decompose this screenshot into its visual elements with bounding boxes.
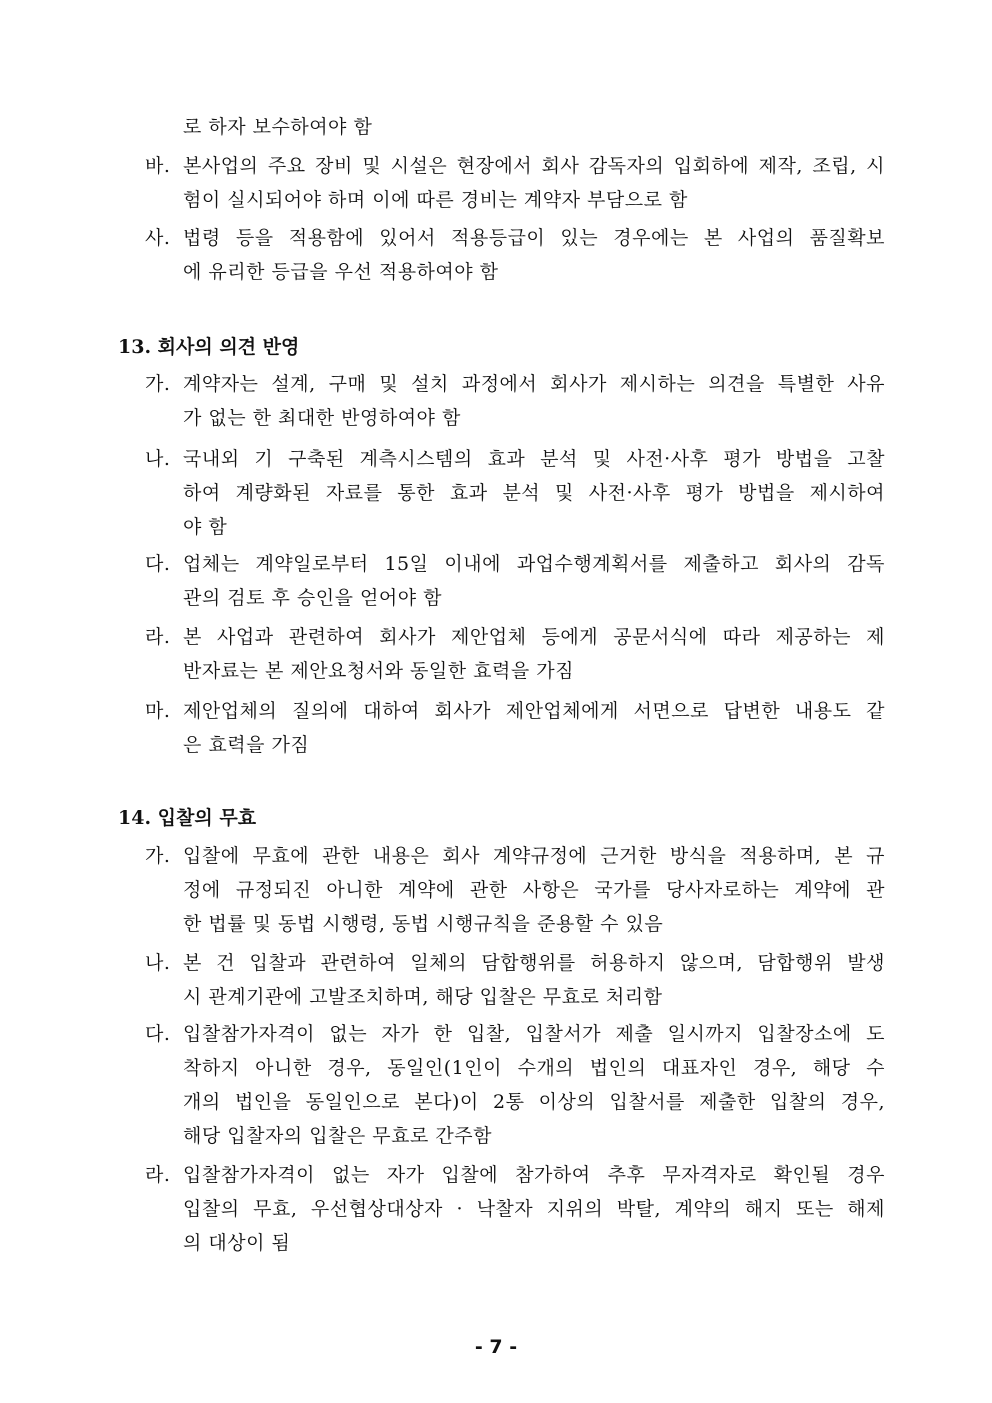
item-text-line: 해당 입찰자의 입찰은 무효로 간주함 (183, 1125, 492, 1147)
item-text-line: 한 법률 및 동법 시행령, 동법 시행규칙을 준용할 수 있음 (183, 913, 664, 935)
item-marker: 가. (145, 373, 171, 395)
continuation-line: 로 하자 보수하여야 함 (183, 116, 373, 138)
item-text-line: 관의 검토 후 승인을 얻어야 함 (183, 587, 442, 609)
item-text-line: 험이 실시되어야 하며 이에 따른 경비는 계약자 부담으로 함 (183, 189, 688, 211)
item-text-line: 본 건 입찰과 관련하여 일체의 담합행위를 허용하지 않으며, 담합행위 발생 (183, 952, 885, 974)
item-text-line: 에 유리한 등급을 우선 적용하여야 함 (183, 261, 499, 283)
item-text-line: 하여 계량화된 자료를 통한 효과 분석 및 사전·사후 평가 방법을 제시하여 (183, 482, 885, 504)
item-text-line: 입찰참가자격이 없는 자가 입찰에 참가하여 추후 무자격자로 확인될 경우 (183, 1164, 885, 1186)
item-text-line: 제안업체의 질의에 대하여 회사가 제안업체에게 서면으로 답변한 내용도 같 (183, 700, 885, 722)
item-text-line: 의 대상이 됨 (183, 1232, 291, 1254)
item-marker: 라. (145, 626, 171, 648)
item-text-line: 국내외 기 구축된 계측시스템의 효과 분석 및 사전·사후 평가 방법을 고찰 (183, 448, 885, 470)
item-text-line: 시 관계기관에 고발조치하며, 해당 입찰은 무효로 처리함 (183, 986, 663, 1008)
item-text-line: 정에 규정되진 아니한 계약에 관한 사항은 국가를 당사자로하는 계약에 관 (183, 879, 885, 901)
page-number: - 7 - (474, 1336, 518, 1358)
item-text-line: 업체는 계약일로부터 15일 이내에 과업수행계획서를 제출하고 회사의 감독 (183, 553, 885, 575)
item-marker: 나. (145, 448, 171, 470)
item-text-line: 가 없는 한 최대한 반영하여야 함 (183, 407, 461, 429)
item-marker: 다. (145, 1023, 171, 1045)
item-text-line: 개의 법인을 동일인으로 본다)이 2통 이상의 입찰서를 제출한 입찰의 경우, (183, 1091, 885, 1113)
item-text-line: 입찰의 무효, 우선협상대상자 · 낙찰자 지위의 박탈, 계약의 해지 또는 해제 (183, 1198, 885, 1220)
item-text-line: 야 함 (183, 516, 228, 538)
item-marker: 나. (145, 952, 171, 974)
item-text-line: 법령 등을 적용함에 있어서 적용등급이 있는 경우에는 본 사업의 품질확보 (183, 227, 885, 249)
item-text-line: 은 효력을 가짐 (183, 734, 310, 756)
item-text-line: 입찰참가자격이 없는 자가 한 입찰, 입찰서가 제출 일시까지 입찰장소에 도 (183, 1023, 885, 1045)
section-heading: 14. 입찰의 무효 (118, 807, 257, 829)
item-marker: 바. (145, 155, 171, 177)
item-marker: 사. (145, 227, 171, 249)
section-heading: 13. 회사의 의견 반영 (118, 336, 300, 358)
item-text-line: 본 사업과 관련하여 회사가 제안업체 등에게 공문서식에 따라 제공하는 제 (183, 626, 885, 648)
item-text-line: 계약자는 설계, 구매 및 설치 과정에서 회사가 제시하는 의견을 특별한 사유 (183, 373, 885, 395)
item-marker: 마. (145, 700, 171, 722)
item-text-line: 반자료는 본 제안요청서와 동일한 효력을 가짐 (183, 660, 574, 682)
item-text-line: 입찰에 무효에 관한 내용은 회사 계약규정에 근거한 방식을 적용하며, 본 규 (183, 845, 885, 867)
item-text-line: 본사업의 주요 장비 및 시설은 현장에서 회사 감독자의 입회하에 제작, 조립, 시 (183, 155, 885, 177)
item-marker: 다. (145, 553, 171, 575)
item-text-line: 착하지 아니한 경우, 동일인(1인이 수개의 법인의 대표자인 경우, 해당 수 (183, 1057, 885, 1079)
item-marker: 라. (145, 1164, 171, 1186)
item-marker: 가. (145, 845, 171, 867)
